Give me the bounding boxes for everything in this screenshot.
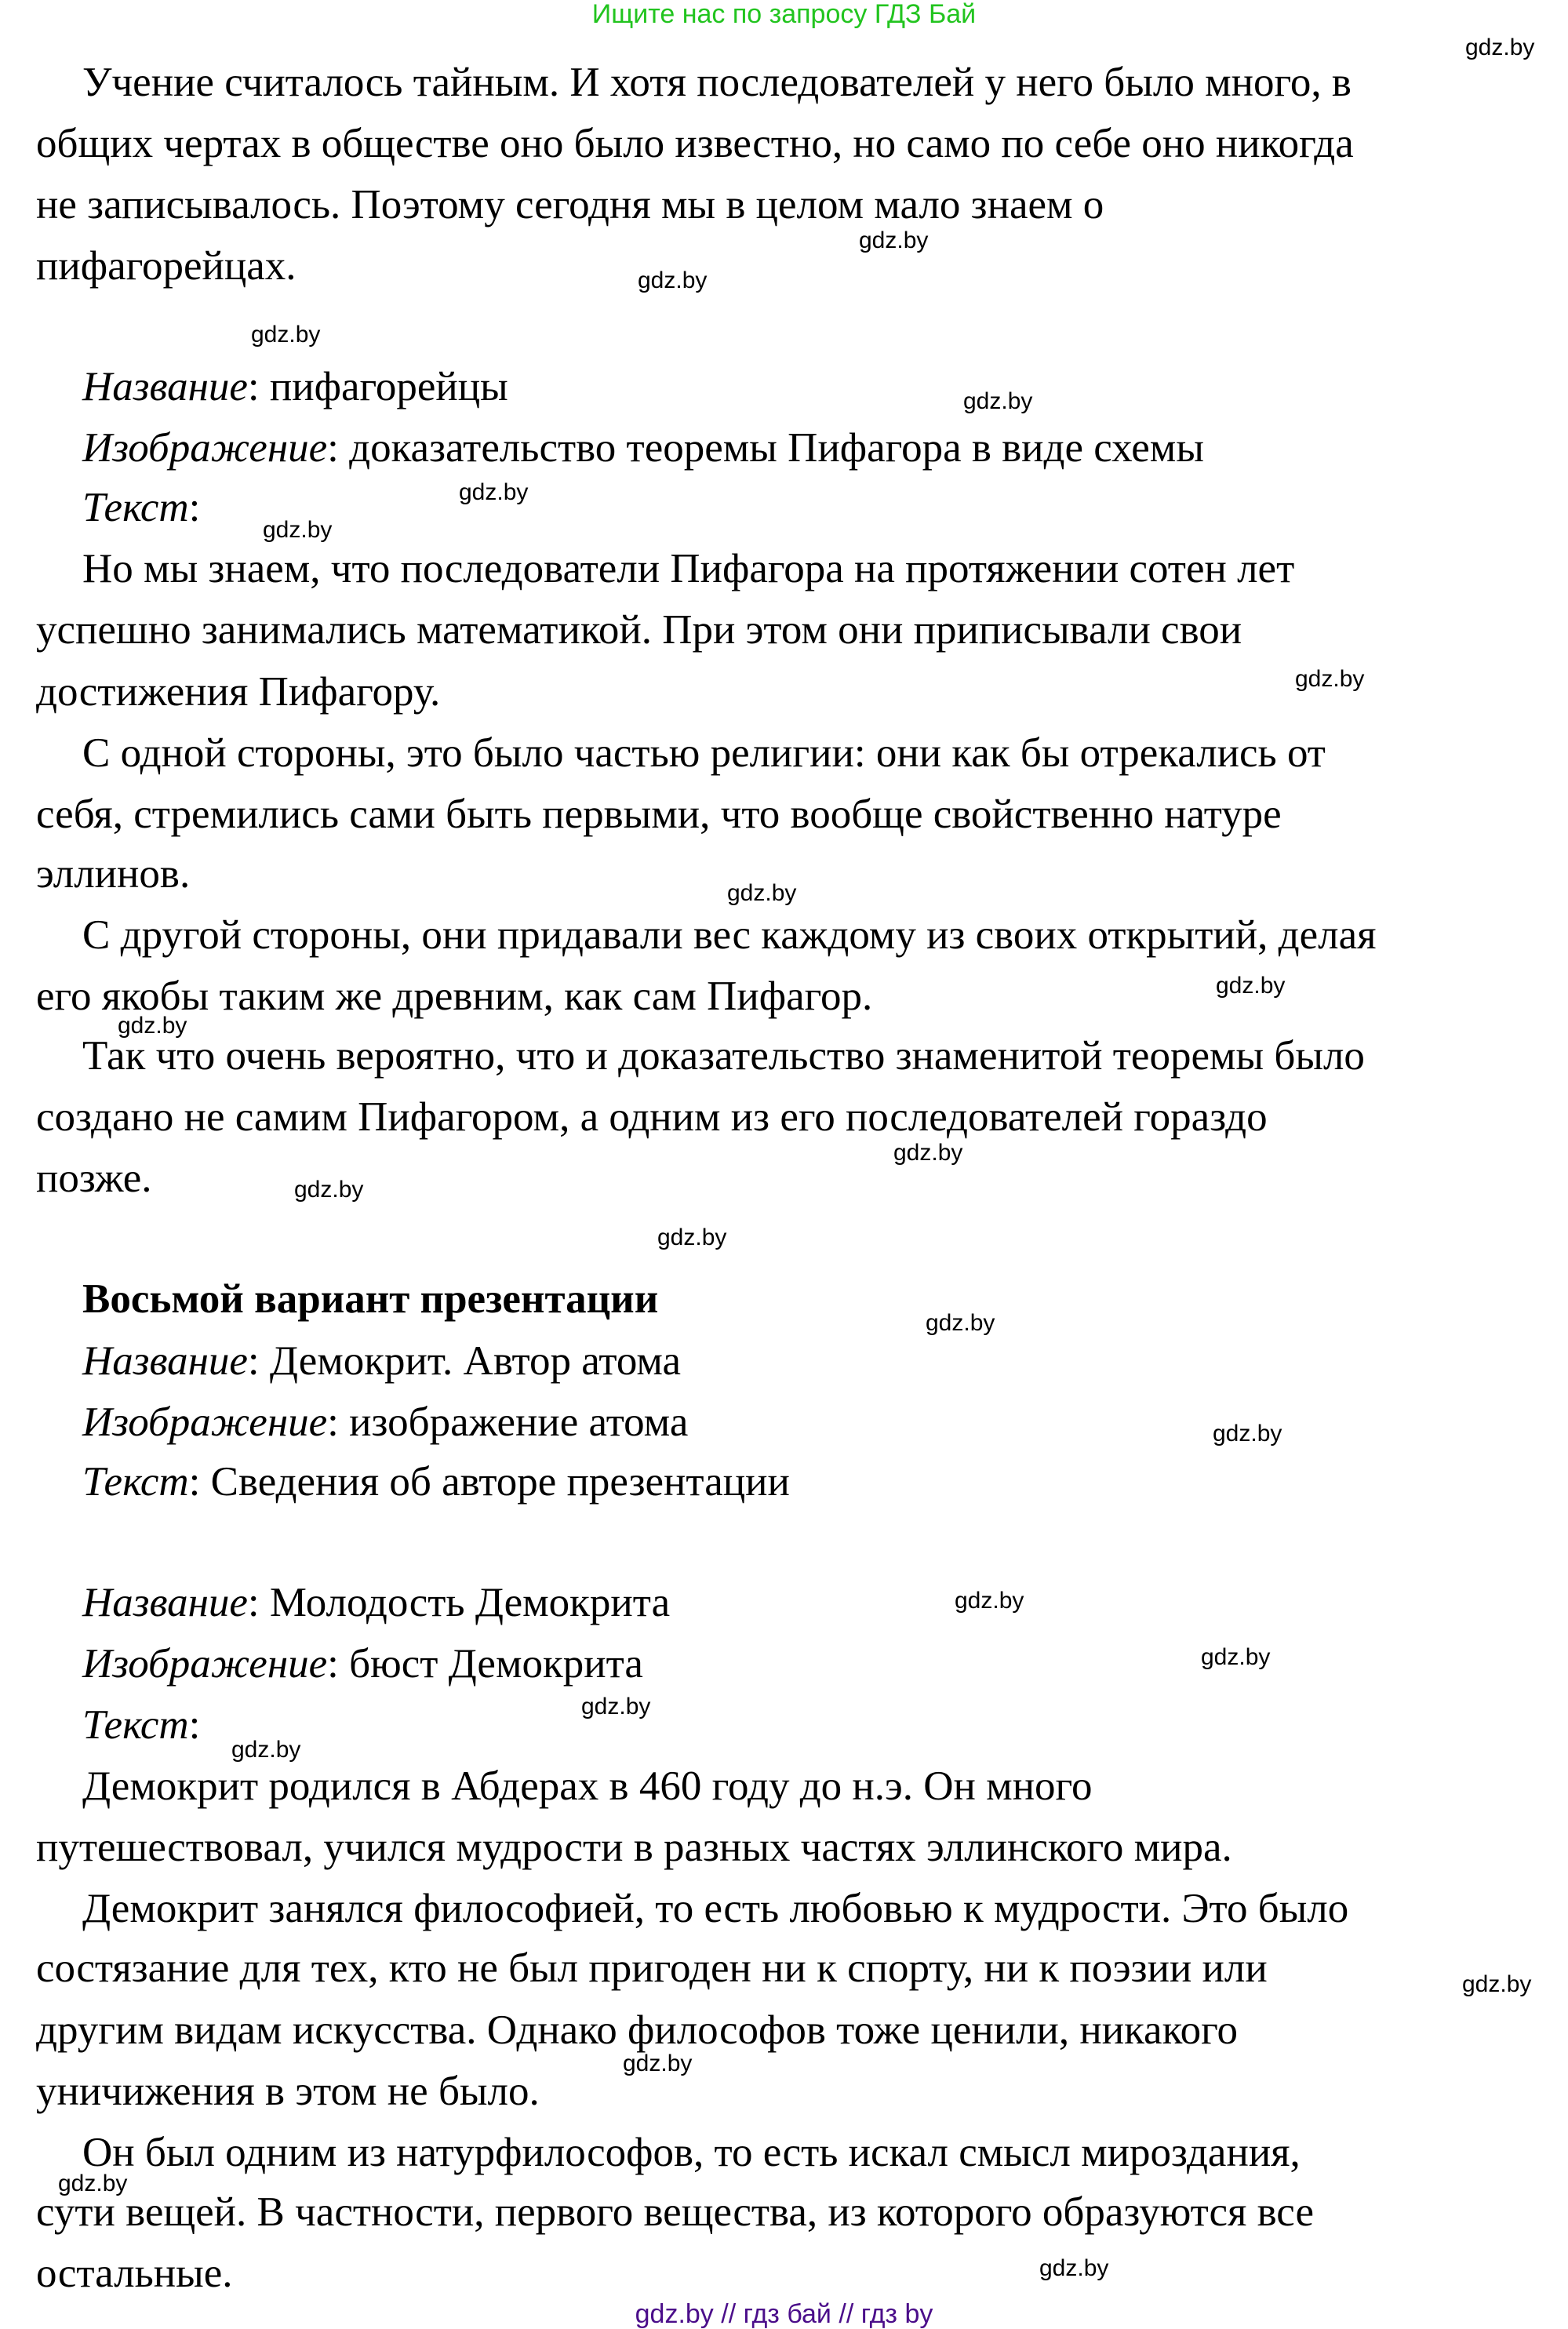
text-line: его якобы таким же древним, как сам Пифагор. <box>36 973 873 1019</box>
text-line: С одной стороны, это было частью религии: они как бы отрекались от <box>82 730 1326 776</box>
watermark: gdz.by <box>231 1737 301 1763</box>
field-label: Текст <box>82 485 189 530</box>
field-label: Изображение <box>82 1641 328 1687</box>
text-line: успешно занимались математикой. При этом они приписывали свои <box>36 607 1242 653</box>
slide-field <box>82 1331 681 1391</box>
watermark: gdz.by <box>727 880 797 906</box>
field-value: : бюст Демокрита <box>327 1641 643 1687</box>
slide-field <box>82 1392 688 1452</box>
watermark: gdz.by <box>58 2171 128 2196</box>
watermark: gdz.by <box>926 1310 995 1336</box>
watermark: gdz.by <box>623 2051 693 2076</box>
watermark: gdz.by <box>1462 1971 1532 1997</box>
field-label: Текст <box>82 1459 189 1505</box>
text-line: уничижения в этом не было. <box>36 2069 540 2114</box>
text-line: пифагорейцах. <box>36 243 297 289</box>
field-value: : Демокрит. Автор атома <box>247 1338 682 1384</box>
field-value: : изображение атома <box>327 1399 689 1445</box>
slide-field <box>82 1634 643 1694</box>
slide-field <box>82 1452 790 1512</box>
text-line: состязание для тех, кто не был пригоден ни к спорту, ни к поэзии или <box>36 1945 1268 1991</box>
text-line: путешествовал, учился мудрости в разных частях эллинского мира. <box>36 1825 1232 1870</box>
watermark: gdz.by <box>263 517 333 543</box>
text-line: создано не самим Пифагором, а одним из его последователей гораздо <box>36 1094 1268 1140</box>
text-line: остальные. <box>36 2251 233 2296</box>
watermark: gdz.by <box>859 227 929 253</box>
footer-banner: gdz.by // гдз бай // гдз by <box>635 2299 933 2329</box>
watermark: gdz.by <box>1465 35 1535 60</box>
watermark: gdz.by <box>1039 2255 1109 2281</box>
field-label: Изображение <box>82 1399 328 1445</box>
watermark: gdz.by <box>638 267 708 293</box>
watermark: gdz.by <box>955 1588 1024 1614</box>
section-heading: Восьмой вариант презентации <box>82 1276 659 1322</box>
watermark: gdz.by <box>118 1013 187 1039</box>
field-label: Название <box>82 1338 248 1384</box>
watermark: gdz.by <box>459 479 529 505</box>
watermark: gdz.by <box>657 1225 727 1250</box>
field-label: Название <box>82 364 248 409</box>
field-value: : <box>188 485 201 530</box>
field-value: : пифагорейцы <box>247 364 508 409</box>
watermark: gdz.by <box>1216 973 1286 999</box>
header-banner: Ищите нас по запросу ГДЗ Бай <box>591 0 977 29</box>
watermark: gdz.by <box>963 388 1033 414</box>
text-line: другим видам искусства. Однако философов тоже ценили, никакого <box>36 2007 1239 2053</box>
field-value: : <box>188 1702 201 1748</box>
field-label: Название <box>82 1580 248 1625</box>
slide-field <box>82 478 200 537</box>
watermark: gdz.by <box>581 1694 651 1719</box>
text-line: эллинов. <box>36 851 191 897</box>
text-line: Так что очень вероятно, что и доказательство знаменитой теоремы было <box>82 1033 1365 1079</box>
text-line: Учение считалось тайным. И хотя последователей у него было много, в <box>82 60 1352 105</box>
watermark: gdz.by <box>1213 1421 1282 1447</box>
slide-field <box>82 1695 200 1755</box>
text-line: С другой стороны, они придавали вес каждому из своих открытий, делая <box>82 912 1377 958</box>
field-value: : Молодость Демокрита <box>247 1580 671 1625</box>
field-value: : доказательство теоремы Пифагора в виде схемы <box>327 425 1204 471</box>
watermark: gdz.by <box>1295 666 1365 692</box>
text-line: достижения Пифагору. <box>36 669 441 715</box>
text-line: не записывалось. Поэтому сегодня мы в целом мало знаем о <box>36 182 1104 227</box>
slide-field <box>82 418 1204 478</box>
watermark: gdz.by <box>251 322 321 348</box>
text-line: Он был одним из натурфилософов, то есть искал смысл мироздания, <box>82 2130 1301 2175</box>
watermark: gdz.by <box>1201 1644 1271 1670</box>
text-line: Демокрит родился в Абдерах в 460 году до н.э. Он много <box>82 1763 1093 1809</box>
field-value: : Сведения об авторе презентации <box>188 1459 790 1505</box>
text-line: Демокрит занялся философией, то есть любовью к мудрости. Это было <box>82 1886 1349 1931</box>
watermark: gdz.by <box>294 1177 364 1203</box>
text-line: сути вещей. В частности, первого вещества, из которого образуются все <box>36 2189 1314 2235</box>
text-line: общих чертах в обществе оно было известно, но само по себе оно никогда <box>36 121 1354 166</box>
text-line: Но мы знаем, что последователи Пифагора на протяжении сотен лет <box>82 546 1295 591</box>
slide-field <box>82 357 508 417</box>
slide-field <box>82 1573 670 1632</box>
field-label: Текст <box>82 1702 189 1748</box>
field-label: Изображение <box>82 425 328 471</box>
watermark: gdz.by <box>893 1140 963 1166</box>
text-line: себя, стремились сами быть первыми, что вообще свойственно натуре <box>36 791 1282 837</box>
text-line: позже. <box>36 1155 152 1201</box>
